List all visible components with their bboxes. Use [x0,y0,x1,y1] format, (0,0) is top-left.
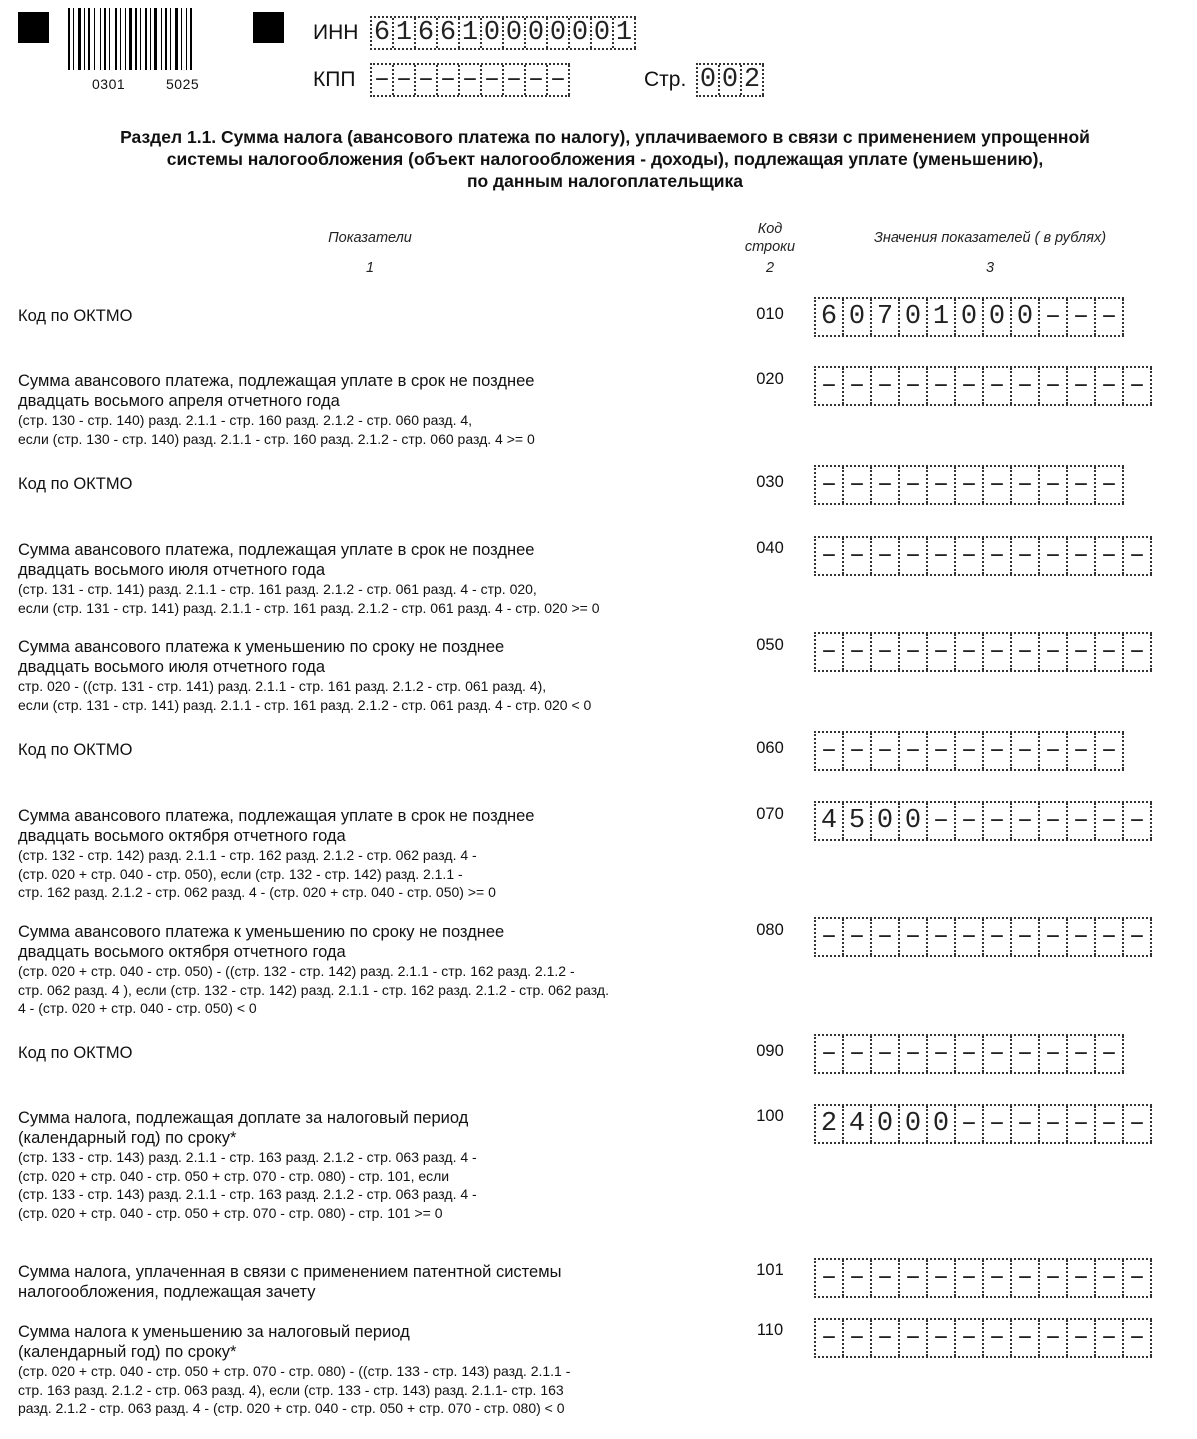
barcode-bars [68,8,230,70]
char-cell: – [900,634,928,670]
row-090-label [18,1043,738,1063]
row-050-label [18,637,738,714]
char-cell: – [1040,538,1068,574]
char-cell: – [844,1320,872,1356]
char-cell: – [1096,803,1124,839]
char-cell: – [928,1260,956,1296]
char-cell: 0 [900,803,928,839]
char-cell: – [1012,919,1040,955]
char-cell: – [1124,1106,1152,1142]
char-cell: – [1124,1260,1152,1296]
char-cell: – [844,538,872,574]
row-label-line: налогообложения, подлежащая зачету [18,1283,316,1301]
barcode-number-2: 5025 [166,76,200,92]
char-cell: 0 [956,299,984,335]
row-formula-line: (стр. 131 - стр. 141) разд. 2.1.1 - стр. 161 разд. 2.1.2 - стр. 061 разд. 4 - стр. 020, [18,581,537,597]
row-formula-line: (стр. 133 - стр. 143) разд. 2.1.1 - стр. 163 разд. 2.1.2 - стр. 063 разд. 4 - [18,1186,477,1202]
row-label-line: двадцать восьмого октября отчетного года [18,827,346,845]
char-cell: 1 [928,299,956,335]
row-110-value-cells[interactable] [814,1318,1152,1358]
char-cell: 4 [844,1106,872,1142]
char-cell: – [1068,1260,1096,1296]
char-cell: – [984,634,1012,670]
row-label-line: Код по ОКТМО [18,741,133,759]
char-cell: – [984,1106,1012,1142]
char-cell: – [1096,1260,1124,1296]
row-code: 020 [756,370,784,388]
barcode-bar [145,8,147,70]
row-label-line: Сумма авансового платежа, подлежащая уплате в срок не позднее [18,807,535,825]
row-050-value-cells[interactable] [814,632,1152,672]
char-cell: – [438,65,460,95]
barcode-number-1: 0301 [92,76,126,92]
row-formula-line: 4 - (стр. 020 + стр. 040 - стр. 050) < 0 [18,1000,257,1016]
char-cell: – [372,65,394,95]
char-cell: – [1012,1260,1040,1296]
char-cell: – [984,1260,1012,1296]
row-020-value-cells[interactable] [814,366,1152,406]
row-080-label [18,922,738,1018]
char-cell: – [872,634,900,670]
char-cell: – [1068,919,1096,955]
char-cell: – [984,1320,1012,1356]
char-cell: – [1040,299,1068,335]
char-cell: – [956,634,984,670]
char-cell: – [816,733,844,769]
char-cell: 0 [592,18,614,48]
barcode-bar [140,8,141,70]
row-label-line: (календарный год) по сроку* [18,1129,237,1147]
char-cell: 6 [816,299,844,335]
char-cell: – [1012,803,1040,839]
barcode-bar [186,8,187,70]
char-cell: – [1012,1320,1040,1356]
row-code: 030 [756,473,784,491]
char-cell: – [1040,467,1068,503]
char-cell: – [816,1320,844,1356]
row-101-label [18,1262,738,1302]
row-code: 080 [756,921,784,939]
barcode-bar [125,8,126,70]
char-cell: – [1040,634,1068,670]
char-cell: 2 [816,1106,844,1142]
char-cell: – [928,634,956,670]
row-label-line: Сумма налога, уплаченная в связи с применением патентной системы [18,1263,562,1281]
row-label-line: (календарный год) по сроку* [18,1343,237,1361]
barcode-bar [135,8,137,70]
row-code: 040 [756,539,784,557]
char-cell: – [900,733,928,769]
inn-label: ИНН [313,21,359,44]
char-cell: – [900,1260,928,1296]
barcode-bar [68,8,70,70]
column-number-3: 3 [985,260,995,276]
char-cell: – [1040,733,1068,769]
row-formula-line: (стр. 020 + стр. 040 - стр. 050), если (стр. 132 - стр. 142) разд. 2.1.1 - [18,865,463,882]
char-cell: – [928,1320,956,1356]
char-cell: 0 [928,1106,956,1142]
char-cell: – [844,467,872,503]
char-cell: – [900,1036,928,1072]
char-cell: – [928,919,956,955]
char-cell: – [1096,1106,1124,1142]
char-cell: – [1040,1260,1068,1296]
char-cell: – [872,919,900,955]
row-code: 010 [756,305,784,323]
char-cell: – [816,538,844,574]
char-cell: 0 [720,65,742,95]
row-label-line: Сумма налога, подлежащая доплате за налоговый период [18,1109,469,1127]
char-cell: 0 [526,18,548,48]
barcode-bar [175,8,178,70]
char-cell: – [1124,919,1152,955]
char-cell: – [1096,919,1124,955]
char-cell: – [1040,368,1068,404]
row-080-value-cells[interactable] [814,917,1152,957]
row-060-label [18,740,738,760]
row-label-line: Код по ОКТМО [18,1044,133,1062]
row-100-value-cells[interactable] [814,1104,1152,1144]
kpp-label: КПП [313,68,356,91]
char-cell: – [1124,634,1152,670]
char-cell: – [872,1320,900,1356]
char-cell: – [984,919,1012,955]
char-cell: – [1040,1320,1068,1356]
char-cell: – [1012,1036,1040,1072]
char-cell: 0 [698,65,720,95]
char-cell: 6 [372,18,394,48]
row-formula-line: стр. 020 - ((стр. 131 - стр. 141) разд. 2.1.1 - стр. 161 разд. 2.1.2 - стр. 061 разд. 4), [18,678,547,694]
char-cell: – [872,1036,900,1072]
column-header-code [740,220,800,256]
row-formula-line: (стр. 020 + стр. 040 - стр. 050 + стр. 070 - стр. 080) - стр. 101, если [18,1167,450,1184]
char-cell: 1 [394,18,416,48]
char-cell: – [1040,919,1068,955]
row-code: 090 [756,1042,784,1060]
char-cell: 0 [872,1106,900,1142]
row-formula-line: стр. 062 разд. 4 ), если (стр. 132 - стр. 142) разд. 2.1.1 - стр. 162 разд. 2.1.2 - стр. 062 разд. [18,981,609,998]
char-cell: – [1124,803,1152,839]
row-label-line: Сумма авансового платежа, подлежащая уплате в срок не позднее [18,372,535,390]
row-label-line: двадцать восьмого октября отчетного года [18,943,346,961]
row-formula-line: (стр. 020 + стр. 040 - стр. 050 + стр. 070 - стр. 080) - стр. 101 >= 0 [18,1204,443,1221]
char-cell: – [816,368,844,404]
row-code: 100 [756,1107,784,1125]
char-cell: – [956,919,984,955]
barcode-bar [100,8,101,70]
row-formula-line: (стр. 132 - стр. 142) разд. 2.1.1 - стр. 162 разд. 2.1.2 - стр. 062 разд. 4 - [18,847,477,863]
char-cell: – [956,467,984,503]
char-cell: – [984,467,1012,503]
char-cell: 0 [548,18,570,48]
row-label-line: двадцать восьмого апреля отчетного года [18,392,340,410]
char-cell: – [1068,1106,1096,1142]
row-code: 070 [756,805,784,823]
char-cell: – [844,368,872,404]
char-cell: – [900,538,928,574]
row-030-label [18,474,738,494]
char-cell: – [1068,467,1096,503]
char-cell: 0 [984,299,1012,335]
row-070-label [18,806,738,902]
char-cell: – [1040,803,1068,839]
char-cell: – [844,1260,872,1296]
char-cell: – [928,1036,956,1072]
row-formula-line: (стр. 020 + стр. 040 - стр. 050) - ((стр. 132 - стр. 142) разд. 2.1.1 - стр. 162 разд. 2.1.2 - [18,963,575,979]
barcode-bar [190,8,192,70]
barcode-bar [170,8,171,70]
char-cell: – [956,733,984,769]
char-cell: – [1096,634,1124,670]
barcode-bar [129,8,132,70]
row-formula-line: если (стр. 131 - стр. 141) разд. 2.1.1 - стр. 161 разд. 2.1.2 - стр. 061 разд. 4 - стр. 020 >= 0 [18,599,600,616]
char-cell: – [956,1106,984,1142]
inn-cells[interactable] [370,16,636,50]
alignment-marker-right [253,12,284,43]
row-070-value-cells[interactable] [814,801,1152,841]
char-cell: – [872,1260,900,1296]
char-cell: – [1068,538,1096,574]
row-formula-line: если (стр. 131 - стр. 141) разд. 2.1.1 - стр. 161 разд. 2.1.2 - стр. 061 разд. 4 - стр. 020 < 0 [18,696,592,713]
char-cell: – [1096,733,1124,769]
row-090-value-cells[interactable] [814,1034,1124,1074]
column-header-indicators: Показатели [328,230,412,246]
char-cell: – [1068,368,1096,404]
row-label-line: Сумма налога к уменьшению за налоговый период [18,1323,410,1341]
page-label: Стр. [644,68,687,91]
char-cell: – [1040,1106,1068,1142]
char-cell: – [394,65,416,95]
char-cell: – [900,368,928,404]
char-cell: – [956,368,984,404]
row-label-line: двадцать восьмого июля отчетного года [18,561,326,579]
section-title-line-3: по данным налогоплательщика [466,171,744,191]
barcode-bar [73,8,74,70]
char-cell: – [816,919,844,955]
char-cell: 0 [1012,299,1040,335]
char-cell: – [1096,299,1124,335]
char-cell: – [816,467,844,503]
char-cell: 5 [844,803,872,839]
barcode-bar [120,8,121,70]
barcode-bar [109,8,110,70]
char-cell: – [956,803,984,839]
char-cell: – [816,634,844,670]
row-label-line: Сумма авансового платежа к уменьшению по сроку не позднее [18,638,505,656]
char-cell: – [482,65,504,95]
char-cell: – [928,467,956,503]
barcode-bar [154,8,157,70]
page-number-cells[interactable] [696,63,764,97]
char-cell: 6 [416,18,438,48]
char-cell: – [872,538,900,574]
char-cell: – [1012,538,1040,574]
row-060-value-cells[interactable] [814,731,1124,771]
char-cell: 6 [438,18,460,48]
char-cell: – [928,733,956,769]
char-cell: – [1068,634,1096,670]
char-cell: 0 [570,18,592,48]
row-label-line: Сумма авансового платежа, подлежащая уплате в срок не позднее [18,541,535,559]
char-cell: – [928,368,956,404]
char-cell: 0 [844,299,872,335]
barcode-bar [84,8,85,70]
char-cell: 0 [872,803,900,839]
barcode-bar [88,8,90,70]
char-cell: – [504,65,526,95]
char-cell: 1 [614,18,636,48]
char-cell: – [1068,733,1096,769]
row-010-value-cells[interactable] [814,297,1124,337]
char-cell: – [872,733,900,769]
alignment-marker-left [18,12,49,43]
char-cell: – [984,1036,1012,1072]
char-cell: 0 [900,1106,928,1142]
row-code: 050 [756,636,784,654]
char-cell: – [844,919,872,955]
char-cell: – [526,65,548,95]
char-cell: – [844,733,872,769]
char-cell: – [1124,1320,1152,1356]
char-cell: – [1012,467,1040,503]
section-title-line-2: системы налогообложения (объект налогообложения - доходы), подлежащая уплате (уменьшению), [166,149,1044,169]
row-formula-line: (стр. 133 - стр. 143) разд. 2.1.1 - стр. 163 разд. 2.1.2 - стр. 063 разд. 4 - [18,1149,477,1165]
char-cell: – [984,803,1012,839]
char-cell: – [1068,1036,1096,1072]
char-cell: – [1068,299,1096,335]
char-cell: 0 [900,299,928,335]
row-formula-line: (стр. 020 + стр. 040 - стр. 050 + стр. 070 - стр. 080) - ((стр. 133 - стр. 143) разд. 2.1.1 - [18,1363,571,1379]
column-header-code-line-2: строки [744,239,796,255]
char-cell: – [1124,538,1152,574]
char-cell: – [956,1260,984,1296]
barcode-bar [94,8,95,70]
section-title [20,126,1190,192]
kpp-cells[interactable] [370,63,570,97]
row-010-label [18,306,738,326]
char-cell: – [984,538,1012,574]
column-header-values: Значения показателей ( в рублях) [873,230,1107,246]
char-cell: – [900,467,928,503]
barcode-bar [78,8,81,70]
barcode-bar [115,8,117,70]
char-cell: – [956,1036,984,1072]
char-cell: – [928,538,956,574]
row-formula-line: (стр. 130 - стр. 140) разд. 2.1.1 - стр. 160 разд. 2.1.2 - стр. 060 разд. 4, [18,412,473,428]
column-header-code-line-1: Код [757,221,783,237]
row-020-label [18,371,738,448]
char-cell: – [1096,1320,1124,1356]
barcode [68,8,230,92]
row-label-line: Код по ОКТМО [18,307,133,325]
column-number-1: 1 [365,260,375,276]
row-040-label [18,540,738,617]
char-cell: 0 [482,18,504,48]
char-cell: – [460,65,482,95]
char-cell: – [1012,1106,1040,1142]
char-cell: – [900,919,928,955]
char-cell: – [872,467,900,503]
barcode-bar [181,8,182,70]
char-cell: 7 [872,299,900,335]
char-cell: 0 [504,18,526,48]
char-cell: – [900,1320,928,1356]
char-cell: 4 [816,803,844,839]
row-label-line: Сумма авансового платежа к уменьшению по сроку не позднее [18,923,505,941]
char-cell: – [1012,733,1040,769]
char-cell: 2 [742,65,764,95]
char-cell: – [816,1036,844,1072]
row-101-value-cells[interactable] [814,1258,1152,1298]
row-formula-line: стр. 163 разд. 2.1.2 - стр. 063 разд. 4), если (стр. 133 - стр. 143) разд. 2.1.1- стр. 163 [18,1381,564,1398]
char-cell: – [1012,368,1040,404]
char-cell: 1 [460,18,482,48]
char-cell: – [1124,368,1152,404]
char-cell: – [1096,368,1124,404]
char-cell: – [928,803,956,839]
char-cell: – [1096,1036,1124,1072]
char-cell: – [1068,1320,1096,1356]
char-cell: – [984,733,1012,769]
char-cell: – [548,65,570,95]
column-number-2: 2 [765,260,775,276]
char-cell: – [416,65,438,95]
row-code: 060 [756,739,784,757]
char-cell: – [816,1260,844,1296]
char-cell: – [1096,467,1124,503]
row-label-line: двадцать восьмого июля отчетного года [18,658,326,676]
char-cell: – [1012,634,1040,670]
char-cell: – [1040,1036,1068,1072]
barcode-bar [104,8,106,70]
barcode-bar [150,8,151,70]
char-cell: – [1068,803,1096,839]
char-cell: – [1096,538,1124,574]
row-030-value-cells[interactable] [814,465,1124,505]
row-code: 101 [756,1261,784,1279]
char-cell: – [844,1036,872,1072]
row-code: 110 [756,1321,784,1339]
row-formula-line: если (стр. 130 - стр. 140) разд. 2.1.1 - стр. 160 разд. 2.1.2 - стр. 060 разд. 4 >= 0 [18,430,535,447]
row-100-label [18,1108,738,1222]
char-cell: – [872,368,900,404]
barcode-bar [161,8,162,70]
char-cell: – [956,538,984,574]
char-cell: – [956,1320,984,1356]
section-title-line-1: Раздел 1.1. Сумма налога (авансового платежа по налогу), уплачиваемого в связи с применением упрощенной [120,127,1090,147]
row-formula-line: стр. 162 разд. 2.1.2 - стр. 062 разд. 4 - (стр. 020 + стр. 040 - стр. 050) >= 0 [18,884,496,900]
row-label-line: Код по ОКТМО [18,475,133,493]
char-cell: – [984,368,1012,404]
barcode-bar [165,8,167,70]
row-formula-line: разд. 2.1.2 - стр. 063 разд. 4 - (стр. 020 + стр. 040 - стр. 050 + стр. 070 - стр. 080) < 0 [18,1400,565,1416]
row-110-label [18,1322,738,1418]
char-cell: – [844,634,872,670]
row-040-value-cells[interactable] [814,536,1152,576]
